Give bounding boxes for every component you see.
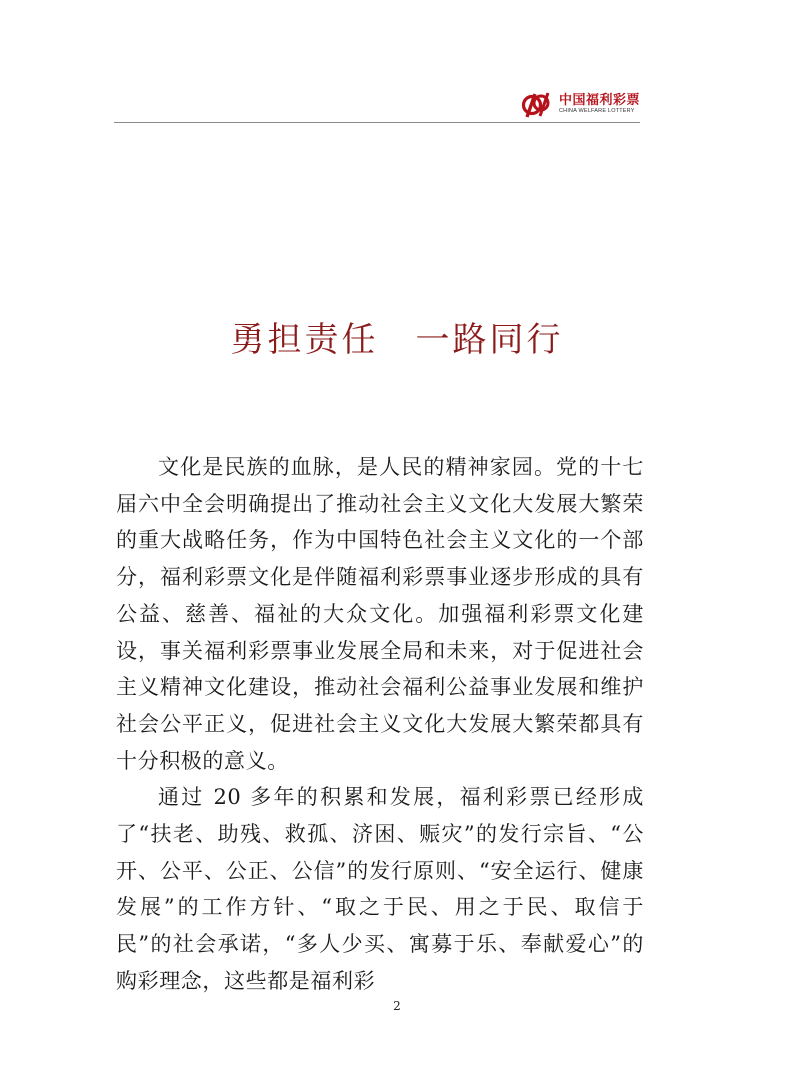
china-welfare-lottery-logo [519,90,640,118]
lottery-logo-icon [519,90,555,118]
paragraph-2: 通过 20 多年的积累和发展，福利彩票已经形成了“扶老、助残、救孤、济困、赈灾”的发行宗旨、“公开、公平、公正、公信”的发行原则、“安全运行、健康发展”的工作方针、“取之于民、用之于民、取信于民”的社会承诺，“多人少买、寓募于乐、奉献爱心”的购彩理念，这些都是福利彩 [116,785,644,993]
page-number: 2 [393,999,401,1013]
logo-english-text: CHINA WELFARE LOTTERY [558,107,635,114]
page-header [114,84,640,124]
paragraph-1: 文化是民族的血脉，是人民的精神家园。党的十七届六中全会明确提出了推动社会主义文化大发展大繁荣的重大战略任务，作为中国特色社会主义文化的一个部分，福利彩票文化是伴随福利彩票事业逐步形成的具有公益、慈善、福祉的大众文化。加强福利彩票文化建设，事关福利彩票事业发展全局和未来，对于促进社会主义精神文化建设，推动社会福利公益事业发展和维护社会公平正义，促进社会主义文化大发展大繁荣都具有十分积极的意义。 [116,455,644,773]
header-divider [114,122,640,123]
body-text [116,449,644,1000]
document-title: 勇担责任 一路同行 [230,320,564,360]
logo-chinese-text: 中国福利彩票 [558,92,640,108]
